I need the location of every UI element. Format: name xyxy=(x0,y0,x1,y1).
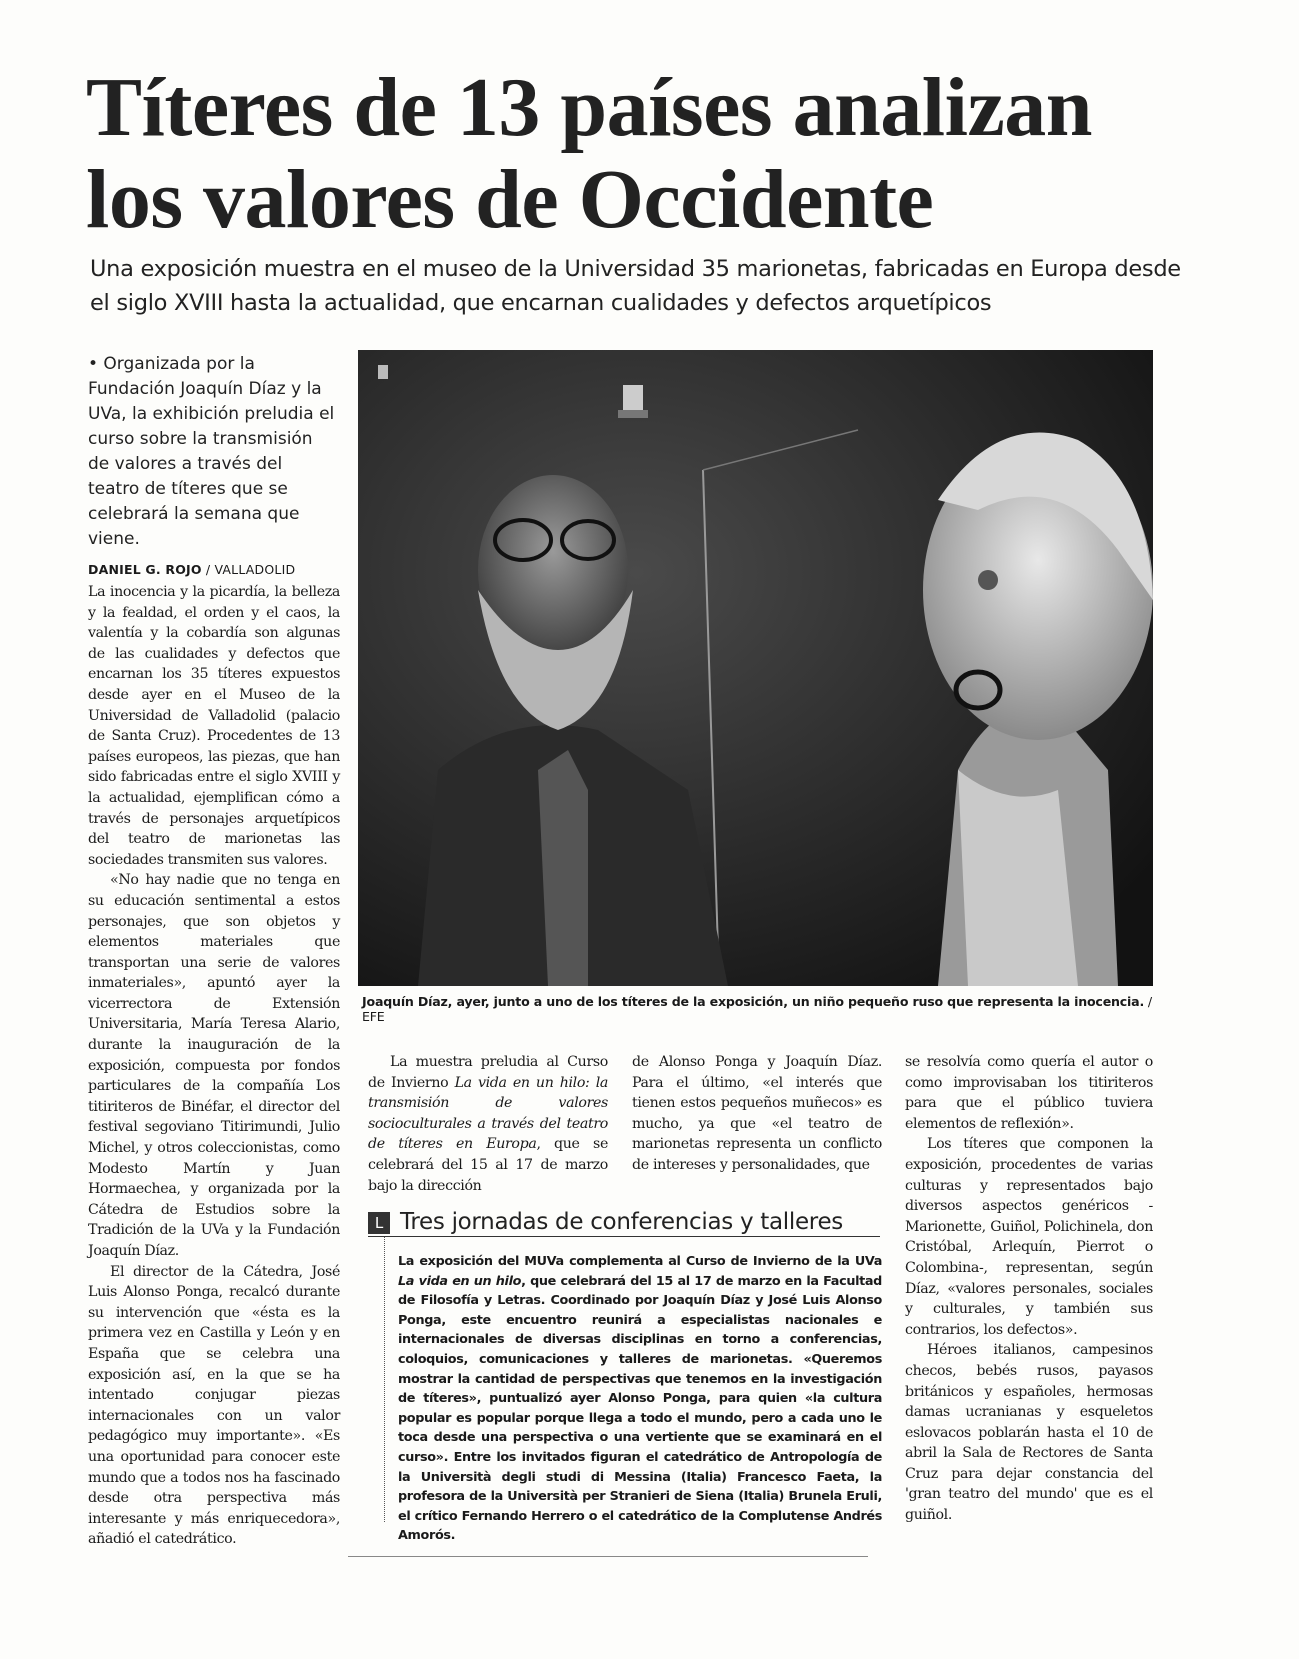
sidebar-title: Tres jornadas de conferencias y talleres xyxy=(400,1209,843,1235)
paragraph: Los títeres que componen la exposición, procedentes de varias culturas y representados bajo diversos aspectos genéricos - Marionette, Guiñol, Polichinela, don Cristóbal, Arlequín, Pierrot o Colombina-, representan, según Díaz, «valores personales, sociales y culturales, y también sus contrarios, los defectos». xyxy=(905,1136,1153,1338)
photo-puppet-exhibit xyxy=(358,350,1153,986)
photo-caption xyxy=(362,994,1152,1024)
text: , que celebrará del 15 al 17 de marzo en la Facultad de Filosofía y Letras. Coordinado por Joaquín Díaz y José Luis Alonso Ponga, este encuentro reunirá a especialistas nacionales e internacionales de diversas disciplinas en torno a conferencias, coloquios, comunicaciones y talleres de marionetas. «Queremos mostrar la cantidad de perspectivas que tenemos en la investigación de títeres», puntualizó ayer Alonso Ponga, para quien «la cultura popular es popular porque llega a todo el mundo, pero a cada uno le toca desde una perspectiva o una vertiente que se examinará en el curso». Entre los invitados figuran el catedrático de Antropología de la Università degli studi di Messina (Italia) Francesco Faeta, la profesora de la Università per Stranieri de Siena (Italia) Brunela Eruli, el crítico Fernando Herrero o el catedrático de la Complutense Andrés Amorós. xyxy=(398,1273,882,1544)
paragraph: Héroes italianos, campesinos checos, bebés rusos, payasos británicos y españoles, hermosas damas ucranianas y esqueletos eslovacos poblarán hasta el 10 de abril la Sala de Rectores de Santa Cruz para dejar constancia del 'gran teatro del mundo' que es el guiñol. xyxy=(905,1342,1153,1524)
headline-title xyxy=(86,62,1236,246)
sidebar-header xyxy=(368,1205,880,1237)
article-column-1 xyxy=(88,582,340,1550)
paragraph xyxy=(368,1052,608,1196)
byline xyxy=(88,562,348,577)
article-photo xyxy=(358,350,1153,986)
caption-text: Joaquín Díaz, ayer, junto a uno de los títeres de la exposición, un niño pequeño ruso que representa la inocencia. xyxy=(362,994,1145,1009)
course-title: La vida en un hilo: la transmisión de valores socioculturales a través del teatro de títeres en Europa xyxy=(368,1074,608,1153)
sidebar-text xyxy=(398,1252,882,1546)
paragraph: se resolvía como quería el autor o como improvisaban los titiriteros para que el público tuviera elementos de reflexión». xyxy=(905,1054,1153,1132)
article-column-2 xyxy=(368,1052,608,1196)
text: , que se celebrará del 15 al 17 de marzo bajo la dirección xyxy=(368,1136,608,1194)
text: La exposición del MUVa complementa al Curso de Invierno de la UVa xyxy=(398,1254,882,1269)
bottom-rule xyxy=(348,1556,868,1557)
subtitle: Una exposición muestra en el museo de la Universidad 35 marionetas, fabricadas en Europa desde el siglo XVIII hasta la actualidad, que encarnan cualidades y defectos arquetípicos xyxy=(90,256,1181,316)
lead-summary: • Organizada por la Fundación Joaquín Díaz y la UVa, la exhibición preludia el curso sobre la transmisión de valores a través del teatro de títeres que se celebrará la semana que viene. xyxy=(88,354,335,549)
byline-location: / VALLADOLID xyxy=(201,562,296,577)
section-logo-icon: L xyxy=(368,1212,390,1234)
sidebar-divider xyxy=(384,1237,385,1522)
course-title: La vida en un hilo xyxy=(398,1273,522,1289)
paragraph: La inocencia y la picardía, la belleza y la fealdad, el orden y el caos, la valentía y la cobardía son algunas de las cualidades y defectos que encarnan los 35 títeres expuestos desde ayer en el Museo de la Universidad de Valladolid (palacio de Santa Cruz). Procedentes de 13 países europeos, las piezas, que han sido fabricadas entre el siglo XVIII y la actualidad, ejemplifican cómo a través de personajes arquetípicos del teatro de marionetas las sociedades transmiten sus valores. xyxy=(88,584,340,868)
paragraph: de Alonso Ponga y Joaquín Díaz. Para el último, «el interés que tienen estos pequeños muñecos» es mucho, ya que «el teatro de marionetas representa un conflicto de intereses y personalidades, que xyxy=(632,1054,882,1173)
paragraph: El director de la Cátedra, José Luis Alonso Ponga, recalcó durante su intervención que «ésta es la primera vez en Castilla y León y en España que se celebra una exposición así, en la que se ha intentado conjugar piezas internacionales con un valor pedagógico muy importante». «Es una oportunidad para conocer este mundo que a todos nos ha fascinado desde otra perspectiva más interesante y más enriquecedora», añadió el catedrático. xyxy=(88,1263,340,1548)
article-column-4 xyxy=(905,1052,1153,1526)
text: La muestra preludia al Curso de Invierno xyxy=(368,1054,608,1091)
article-column-3 xyxy=(632,1052,882,1176)
title-line-1: Títeres de 13 países analizan xyxy=(86,61,1092,154)
title-line-2: los valores de Occidente xyxy=(86,153,934,246)
photo-credit: / EFE xyxy=(362,994,1152,1024)
paragraph: «No hay nadie que no tenga en su educación sentimental a estos personajes, que son objetos y elementos materiales que transportan una serie de valores inmateriales», apuntó ayer la vicerrectora de Extensión Universitaria, María Teresa Alario, durante la inauguración de la exposición, compuesta por fondos particulares de la compañía Los titiriteros de Binéfar, el director del festival segoviano Titirimundi, Julio Michel, y otros coleccionistas, como Modesto Martín y Juan Hormaechea, y organizada por la Cátedra de Estudios sobre la Tradición de la UVa y la Fundación Joaquín Díaz. xyxy=(88,872,340,1259)
byline-author: DANIEL G. ROJO xyxy=(88,562,202,577)
